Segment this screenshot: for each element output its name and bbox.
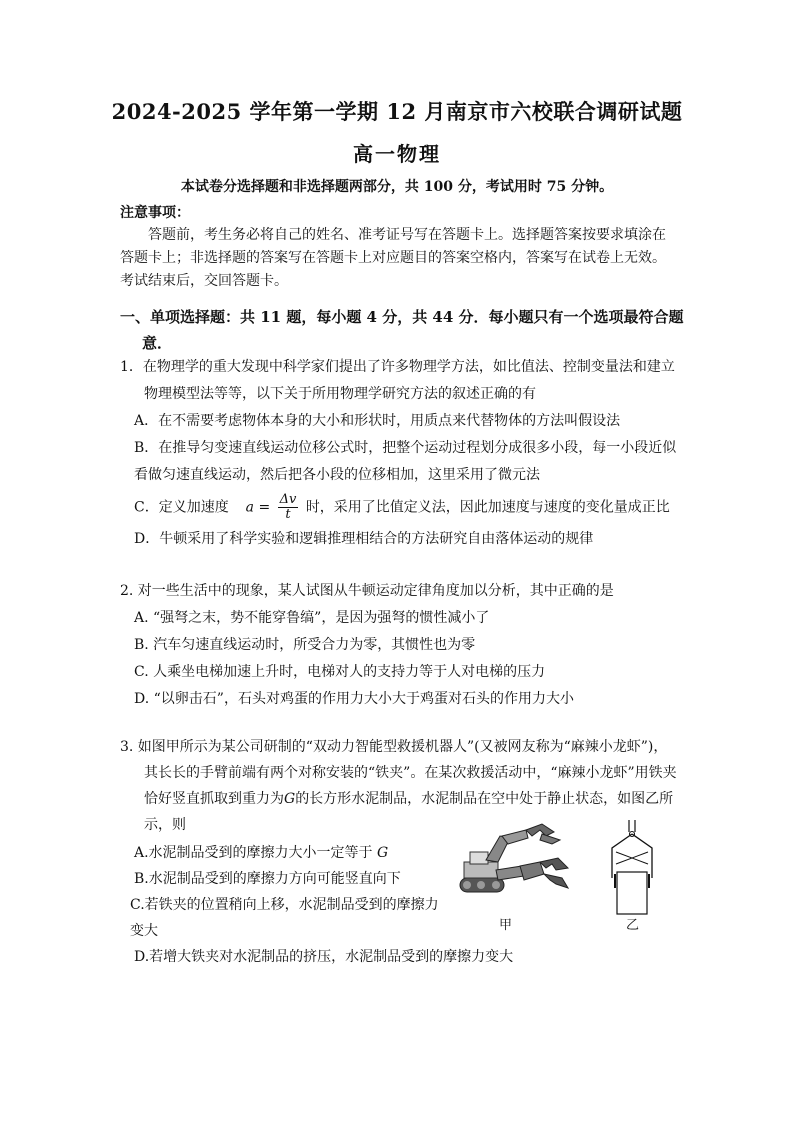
exam-subject: 高一物理 [353, 142, 441, 166]
option-a-text: A.水泥制品受到的摩擦力大小一定等于 [134, 845, 373, 861]
question-3-stem-part-2: 的长方形水泥制品，水泥制品在空中处于静止状态，如图乙所示，则 [144, 791, 674, 833]
rescue-robot-figure [456, 822, 574, 904]
question-3-option-a [120, 840, 450, 866]
question-3-option-d: D.若增大铁夹对水泥制品的挤压，水泥制品受到的摩擦力变大 [134, 949, 514, 965]
accel-variable: a [245, 499, 254, 516]
option-c-prefix: C．定义加速度 [134, 499, 229, 516]
question-1-option-a: A．在不需要考虑物体本身的大小和形状时，用质点来代替物体的方法叫假设法 [134, 413, 621, 429]
question-2-option-d: D. “以卵击石”，石头对鸡蛋的作用力大小大于鸡蛋对石头的作用力大小 [134, 691, 574, 707]
accel-fraction [278, 493, 299, 522]
question-2-option-b: B. 汽车匀速直线运动时，所受合力为零，其惯性也为零 [134, 637, 476, 653]
gravity-symbol: G [284, 791, 296, 807]
question-2-option-c: C. 人乘坐电梯加速上升时，电梯对人的支持力等于人对电梯的压力 [134, 664, 546, 680]
question-3 [120, 734, 680, 838]
clamp-figure [600, 818, 664, 918]
question-1-option-c [120, 493, 680, 522]
figure-jia-label: 甲 [499, 918, 513, 933]
question-1 [120, 354, 680, 553]
question-1-option-b: B．在推导匀变速直线运动位移公式时，把整个运动过程划分成很多小段，每一小段近似看做匀速直线运动，然后把各小段的位移相加，这里采用了微元法 [134, 440, 677, 483]
question-1-stem: 1．在物理学的重大发现中科学家们提出了许多物理学方法，如比值法、控制变量法和建立物理模型法等等，以下关于所用物理学研究方法的叙述正确的有 [120, 359, 675, 402]
notes-heading: 注意事项： [120, 205, 190, 221]
question-3-option-d-wrap [120, 944, 680, 971]
fraction-denominator: t [285, 507, 291, 522]
question-3-options [120, 840, 450, 944]
exam-title: 2024-2025 学年第一学期 12 月南京市六校联合调研试题 [111, 99, 683, 124]
figure-yi-label: 乙 [626, 918, 640, 933]
question-3-stem [120, 734, 680, 838]
question-3-option-c [120, 892, 450, 944]
question-3-stem-part-1: 3. 如图甲所示为某公司研制的“双动力智能型救援机器人”(又被网友称为“麻辣小龙虾”)，其长长的手臂前端有两个对称安装的“铁夹”。在某次救援活动中，“麻辣小龙虾”用铁夹恰好竖直抓取到重力为 [120, 739, 677, 807]
question-1-option-d: D．牛顿采用了科学实验和逻辑推理相结合的方法研究自由落体运动的规律 [134, 531, 594, 547]
question-2 [120, 578, 680, 713]
question-2-option-a: A. “强弩之末，势不能穿鲁缟”，是因为强弩的惯性减小了 [134, 610, 490, 626]
exam-intro: 本试卷分选择题和非选择题两部分，共 100 分，考试用时 75 分钟。 [180, 179, 614, 195]
section-1-heading: 一、单项选择题：共 11 题，每小题 4 分，共 44 分．每小题只有一个选项最符合题意． [120, 308, 684, 352]
option-c-line-1: C.若铁夹的位置稍向上移，水泥制品受到的摩擦力 [130, 897, 439, 913]
option-c-line-2: 变大 [130, 923, 158, 939]
option-c-suffix: 时，采用了比值定义法，因此加速度与速度的变化量成正比 [305, 499, 670, 516]
notes-body: 答题前，考生务必将自己的姓名、准考证号写在答题卡上。选择题答案按要求填涂在答题卡上；非选择题的答案写在答题卡上对应题目的答案空格内，答案写在试卷上无效。考试结束后，交回答题卡。 [120, 227, 666, 289]
fraction-numerator: Δv [279, 492, 297, 507]
gravity-symbol: G [377, 845, 389, 861]
question-2-stem: 2. 对一些生活中的现象，某人试图从牛顿运动定律角度加以分析，其中正确的是 [120, 583, 614, 599]
equals-sign: = [258, 499, 271, 516]
question-3-option-b: B.水泥制品受到的摩擦力方向可能竖直向下 [134, 871, 401, 887]
